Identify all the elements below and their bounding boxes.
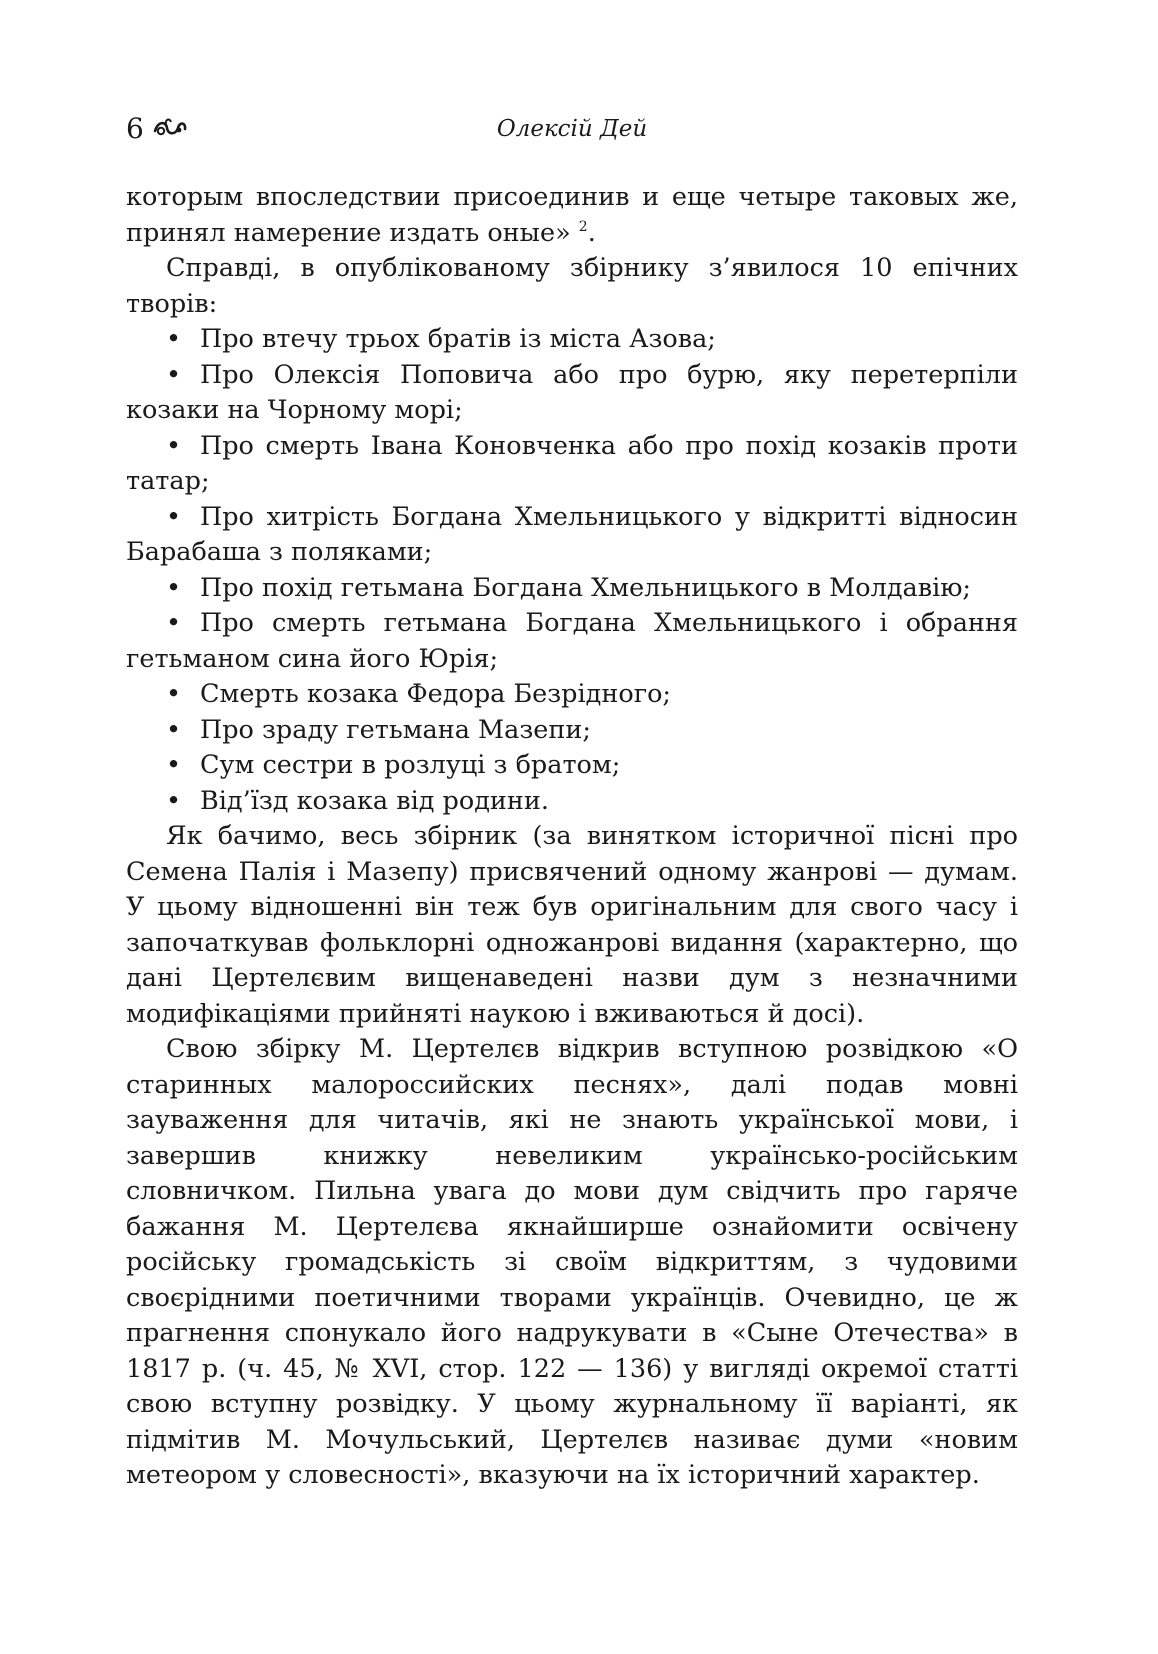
intro-end: . <box>587 217 596 248</box>
intro-paragraph <box>126 180 1018 251</box>
list-item: • Смерть козака Федора Безрідного; <box>126 677 1018 713</box>
list-item: • Від’їзд козака від родини. <box>126 784 1018 820</box>
list-item: • Про смерть гетьмана Богдана Хмельницького і обрання гетьманом сина його Юрія; <box>126 608 1018 674</box>
paragraph-works: Справді, в опублікованому збірнику з’явилося 10 епічних творів: <box>126 253 1018 319</box>
list-item: • Про похід гетьмана Богдана Хмельницького в Молдавію; <box>126 571 1018 607</box>
bullet-icon: • <box>166 324 182 354</box>
body-text <box>126 180 1018 1494</box>
bullet-icon: • <box>166 430 182 461</box>
bullet-icon: • <box>166 572 182 603</box>
bullet-icon: • <box>166 608 182 638</box>
paragraph-collection: Як бачимо, весь збірник (за винятком історичної пісні про Семена Палія і Мазепу) присвячений одному жанрові — думам. У цьому відношенні він теж був оригінальним для свого часу і започаткував фольклорні одножанрові видання (характерно, що дані Цертелєвим вищенаведені назви дум з незначними модифікаціями прийняті наукою і вживаються й досі). <box>126 821 1018 1029</box>
list-item: • Про Олексія Поповича або про бурю, яку перетерпіли козаки на Чорному морі; <box>126 359 1018 425</box>
running-head <box>126 100 1018 160</box>
paragraph-intro-essay: Свою збірку М. Цертелєв відкрив вступною розвідкою «О старинных малороссийских песнях», далі подав мовні зауваження для читачів, які не знають української мови, і завершив книжку невеликим українсько-російським словничком. Пильна увага до мови дум свідчить про гаряче бажання М. Цертелєва якнайширше ознайомити освічену російську громадськість зі своїм відкриттям, з чудовими своєрідними поетичними творами українців. Очевидно, це ж прагнення спонукало його надрукувати в «Сыне Отечества» в 1817 р. (ч. 45, № XVI, стор. 122 — 136) у вигляді окремої статті свою вступну розвідку. У цьому журнальному її варіанті, як підмітив М. Мочульський, Цертелєв називає думи «новим метеором у словесності», вказуючи на їх історичний характер. <box>126 1034 1018 1490</box>
bullet-icon: • <box>166 714 182 745</box>
bullet-icon: • <box>166 501 182 532</box>
bullet-icon: • <box>166 359 182 390</box>
list-item: • Про втечу трьох братів із міста Азова; <box>126 322 1018 358</box>
list-item: • Про зраду гетьмана Мазепи; <box>126 713 1018 749</box>
bullet-icon: • <box>166 750 182 780</box>
works-list <box>126 322 1018 819</box>
running-title: Олексій Дей <box>496 116 648 142</box>
book-page <box>126 100 1018 1494</box>
footnote-ref: 2 <box>578 218 588 235</box>
page-number: 6 <box>126 112 144 145</box>
list-item: • Про смерть Івана Коновченка або про похід козаків проти татар; <box>126 430 1018 496</box>
list-item: • Про хитрість Богдана Хмельницького у відкритті відносин Барабаша з поляками; <box>126 501 1018 567</box>
intro-text: которым впоследствии присоединив и еще четыре таковых же, принял намерение издать оные» <box>126 182 1018 248</box>
bullet-icon: • <box>166 679 182 709</box>
list-item: • Сум сестри в розлуці з братом; <box>126 748 1018 784</box>
bullet-icon: • <box>166 785 182 816</box>
